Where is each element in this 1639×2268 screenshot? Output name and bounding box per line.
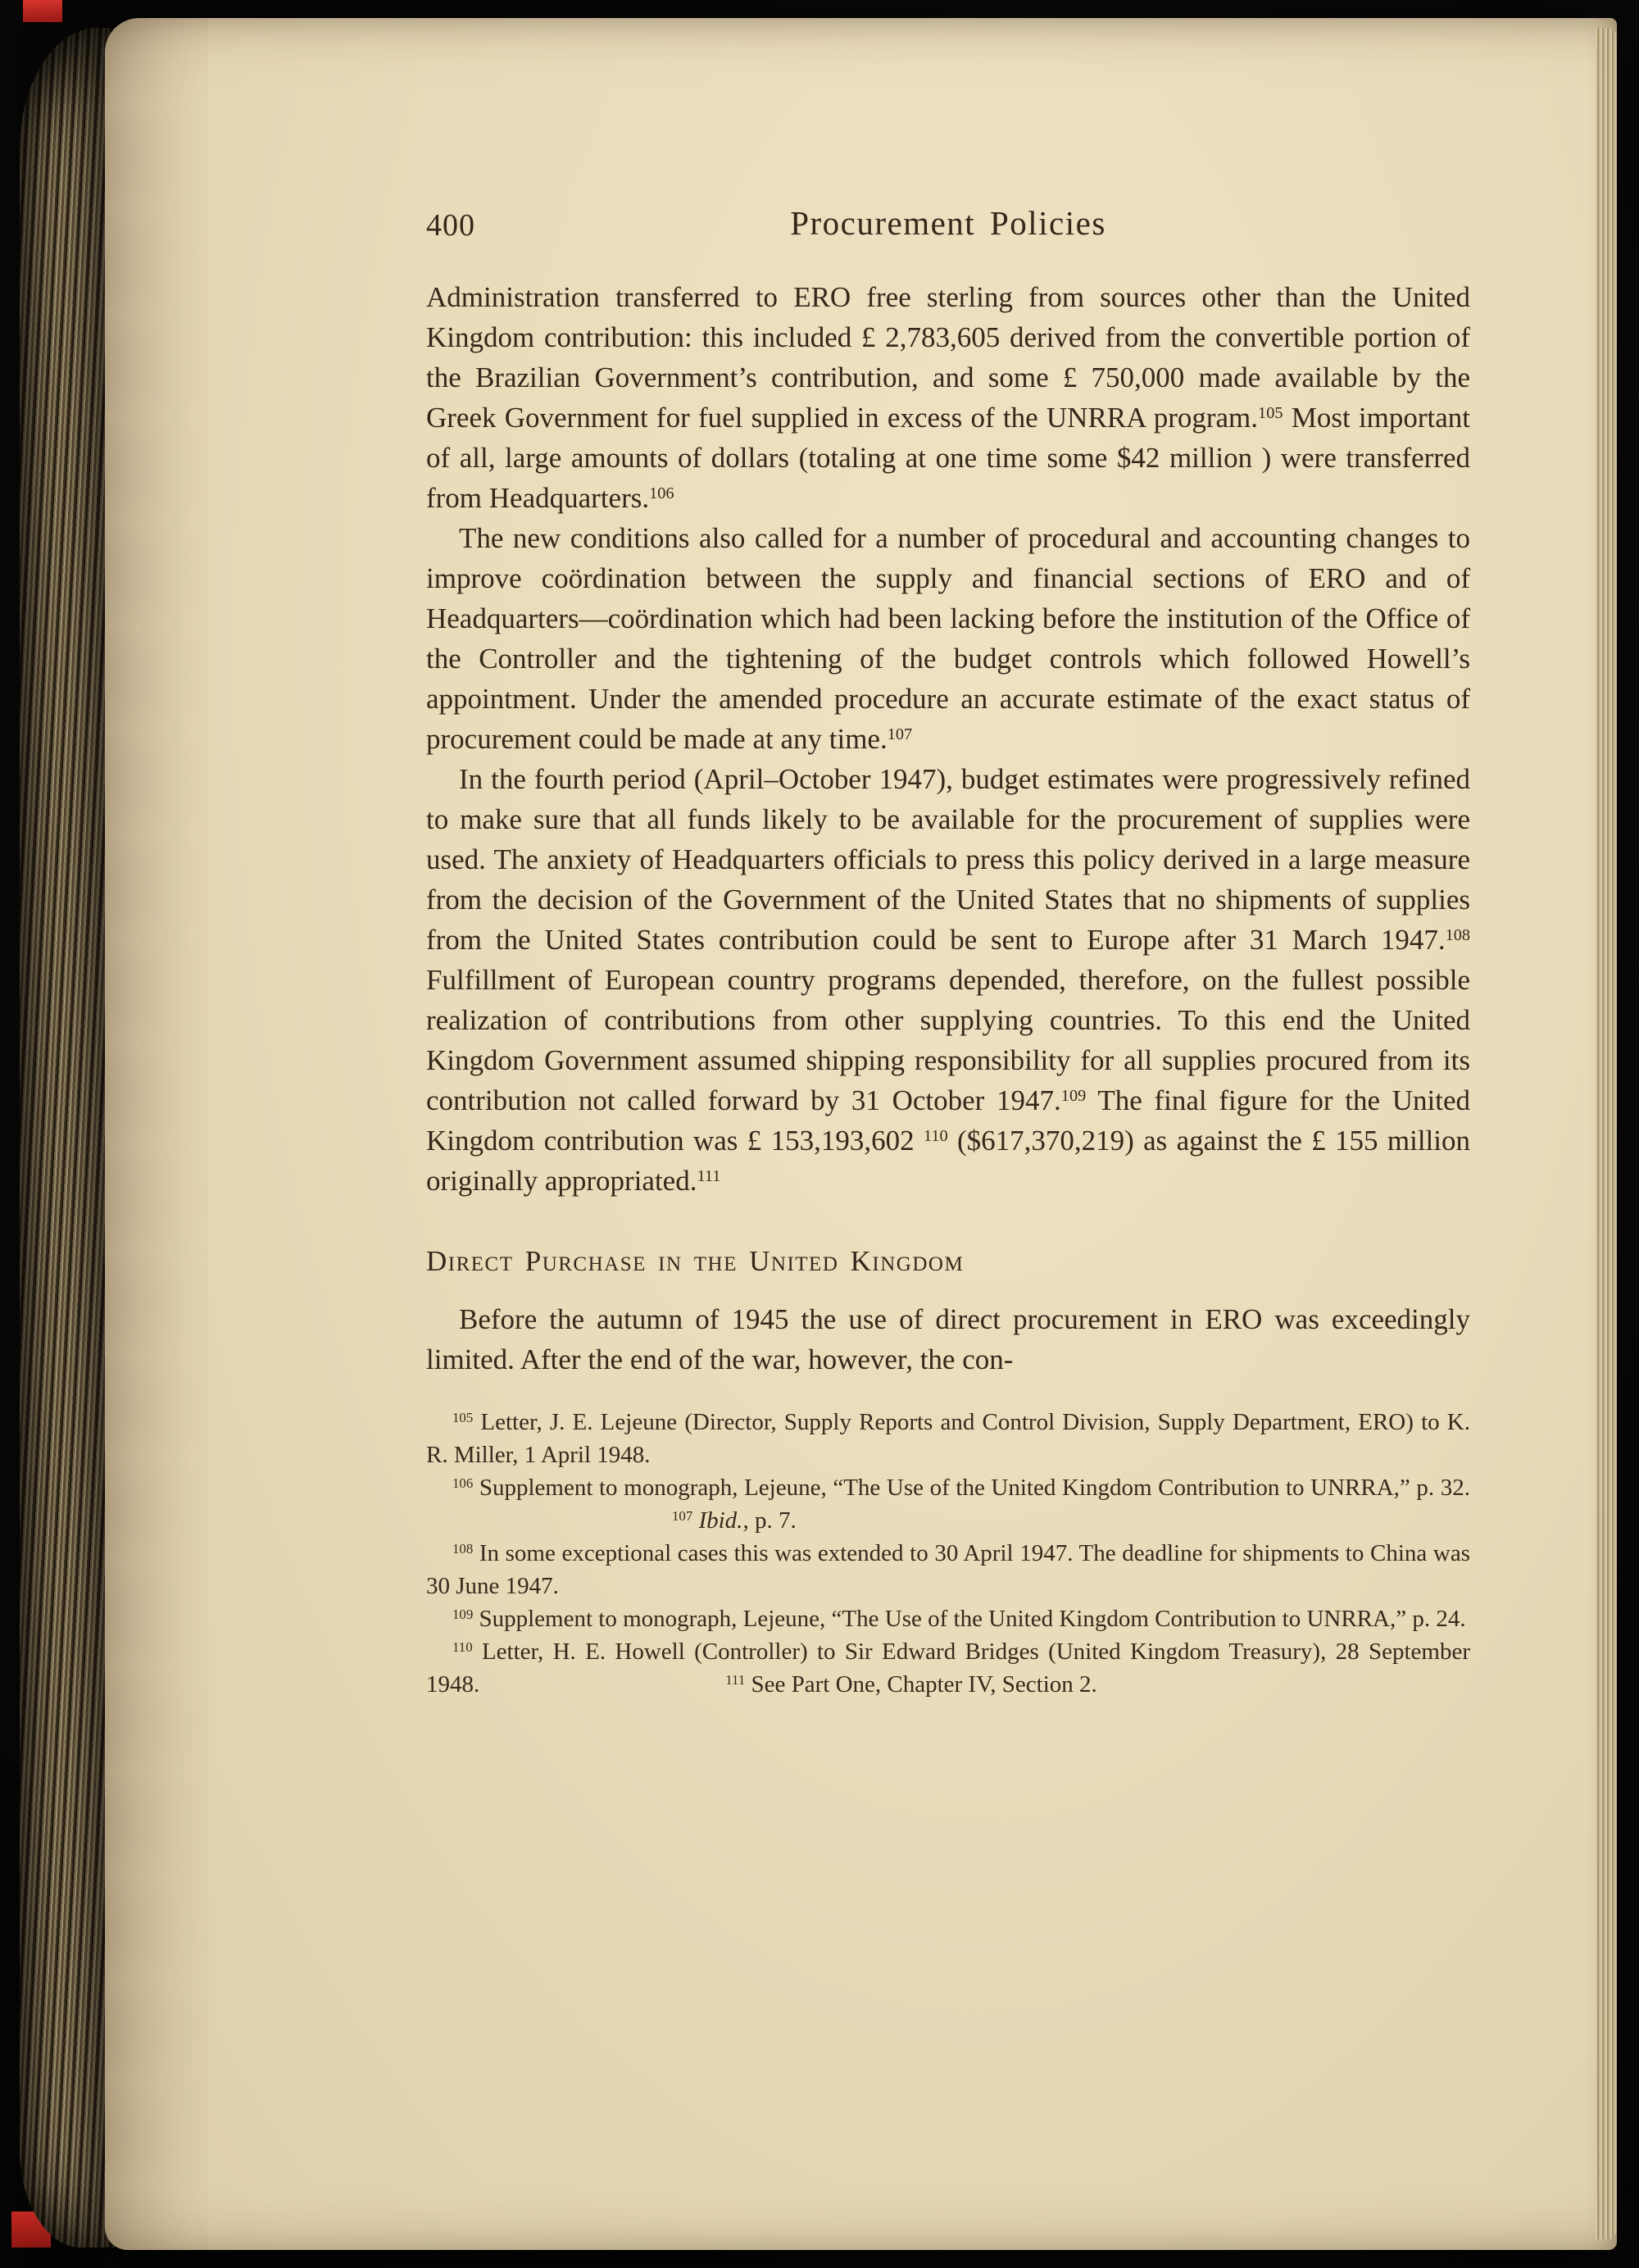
section-text: [426, 1299, 1470, 1379]
footnote-marker: 111: [697, 1167, 721, 1186]
footnote-marker: 109: [1060, 1087, 1087, 1106]
footnote-marker: 110: [923, 1127, 948, 1146]
body-text: [426, 277, 1470, 1201]
body-paragraph: In the fourth period (April–October 1947), budget estimates were progressively refined to make sure that all funds likely to be available for the procurement of supplies were used. The anxiety of Headquarters officials to press this policy derived in a large measure from the decision of the Government of the United States that no shipments of supplies from the United States contribution could be sent to Europe after 31 March 1947.$^{108}$ Fulfillment of European country programs depended, therefore, on the fullest possible realization of contributions from other supplying countries. To this end the United Kingdom Government assumed shipping responsibility for all supplies procured from its contribution not called forward by 31 October 1947.$^{109}$ The final figure for the United Kingdom contribution was £ 153,193,602 $^{110}$ ($617,370,219) as against the £ 155 million originally appropriated.$^{111}$: [426, 763, 1470, 1197]
footnote-marker: 109: [452, 1607, 474, 1623]
footnote-marker: 111: [725, 1672, 746, 1689]
footnote-marker: 108: [452, 1541, 474, 1557]
book-page: [105, 18, 1617, 2250]
footnote: $^{108}$ In some exceptional cases this was extended to 30 April 1947. The deadline for shipments to China was 30 June 1947.: [426, 1540, 1470, 1599]
footnote-marker: 105: [452, 1410, 474, 1426]
red-binding-mark-top-left: [23, 0, 62, 22]
footnote: $^{110}$ Letter, H. E. Howell (Controller) to Sir Edward Bridges (United Kingdom Treasury), 28 September 1948. $^{111}$ See Part One, Chapter IV, Section 2.: [426, 1639, 1470, 1698]
footnote-marker: 110: [452, 1639, 473, 1656]
body-paragraph: Administration transferred to ERO free sterling from sources other than the United Kingdom contribution: this included £ 2,783,605 derived from the convertible portion of the Brazilian Government’s contribution, and some £ 750,000 made available by the Greek Government for fuel supplied in excess of the UNRRA program.$^{105}$ Most important of all, large amounts of dollars (totaling at one time some $42 million ) were transferred from Headquarters.$^{106}$: [426, 281, 1470, 514]
footnote: $^{106}$ Supplement to monograph, Lejeune, “The Use of the United Kingdom Contribution to UNRRA,” p. 32.$^{107}$ Ibid., p. 7.: [452, 1475, 1470, 1534]
page-number: 400: [426, 208, 475, 243]
footnote-marker: 107: [887, 725, 913, 744]
footnotes: [426, 1406, 1470, 1701]
running-title: Procurement Policies: [790, 204, 1106, 242]
italic-text: Ibid.: [698, 1507, 743, 1534]
footnote-marker: 108: [1445, 926, 1470, 945]
footnote: $^{105}$ Letter, J. E. Lejeune (Director, Supply Reports and Control Division, Supply Department, ERO) to K. R. Miller, 1 April 1948.: [426, 1409, 1470, 1468]
footnote: $^{109}$ Supplement to monograph, Lejeune, “The Use of the United Kingdom Contribution to UNRRA,” p. 24.: [452, 1606, 1466, 1632]
footnote-marker: 106: [649, 484, 674, 503]
page-header: [426, 203, 1470, 249]
footnote-marker: 106: [452, 1475, 474, 1492]
footnote-marker: 105: [1258, 404, 1283, 423]
section-heading: Direct Purchase in the United Kingdom: [426, 1245, 965, 1277]
book-fore-edge: [1596, 28, 1616, 2239]
body-paragraph: The new conditions also called for a number of procedural and accounting changes to improve coördination between the supply and financial sections of ERO and of Headquarters—coördination which had been lacking before the institution of the Office of the Controller and the tightening of the budget controls which followed Howell’s appointment. Under the amended procedure an accurate estimate of the exact status of procurement could be made at any time.$^{107}$: [426, 522, 1470, 755]
footnote-marker: 107: [672, 1508, 693, 1525]
page-content: [426, 203, 1470, 1701]
body-paragraph: Before the autumn of 1945 the use of direct procurement in ERO was exceedingly limited. After the end of the war, however, the con-: [426, 1303, 1470, 1375]
